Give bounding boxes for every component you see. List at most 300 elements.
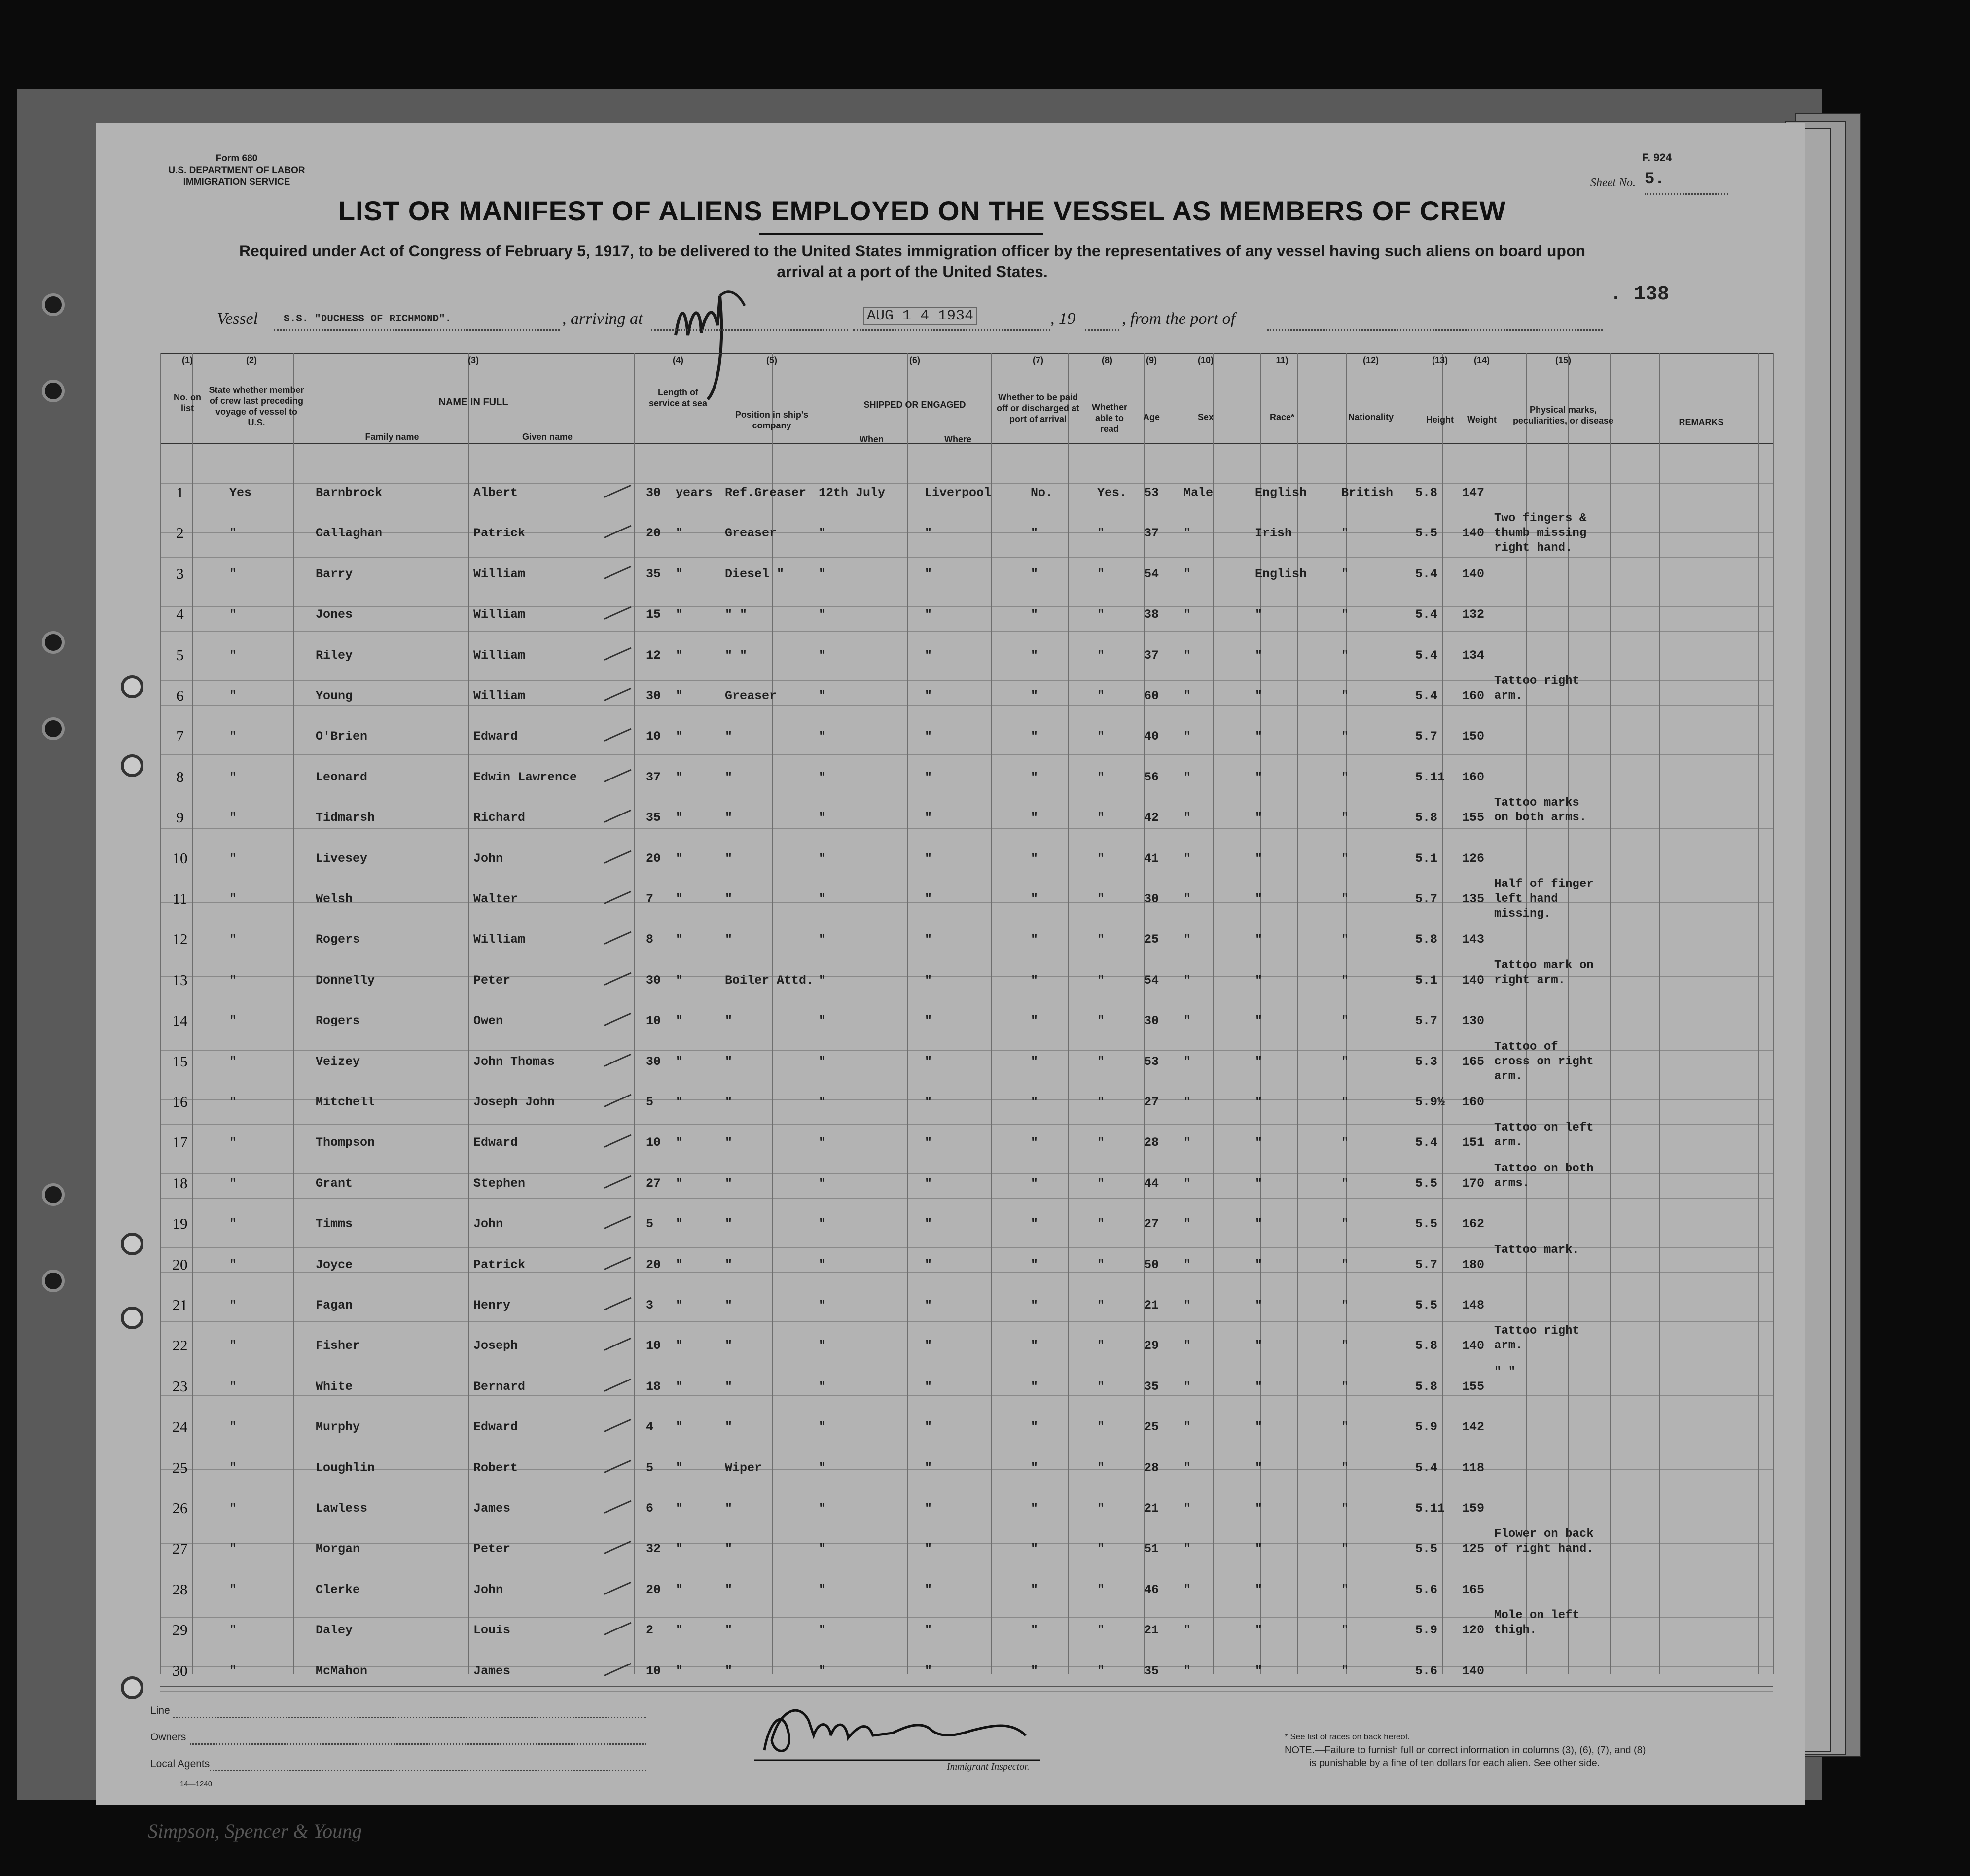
nationality-cell: " (1341, 1257, 1349, 1272)
line-field (173, 1717, 646, 1718)
prev-voyage-cell: " (229, 851, 237, 866)
age-cell: 29 (1144, 1339, 1159, 1353)
position-cell: " (725, 729, 733, 744)
row-number: 28 (172, 1580, 188, 1598)
paid-off-cell: " (1031, 1135, 1039, 1150)
able-to-read-cell: " (1097, 1623, 1105, 1638)
service-unit-cell: " (676, 526, 683, 541)
service-unit-cell: " (676, 1176, 683, 1191)
paid-off-cell: " (1031, 1420, 1039, 1435)
f-number: F. 924 (1642, 151, 1672, 164)
given-name-cell: Louis (473, 1623, 511, 1638)
col-num-1: (1) (182, 355, 193, 365)
row-number: 7 (176, 727, 184, 745)
shipped-where-cell: " (925, 1542, 932, 1557)
able-to-read-cell: " (1097, 607, 1105, 622)
height-cell: 5.5 (1415, 1176, 1438, 1191)
given-name-cell: Edwin Lawrence (473, 770, 577, 784)
col-header-no: No. on list (174, 392, 201, 413)
able-to-read-cell: " (1097, 811, 1105, 825)
col-header-height: Height (1426, 415, 1454, 425)
nationality-cell: " (1341, 1217, 1349, 1232)
shipped-where-cell: " (925, 1054, 932, 1069)
weight-cell: 126 (1462, 851, 1485, 866)
row-number: 2 (176, 524, 184, 542)
row-rule (160, 606, 1773, 607)
sex-cell: " (1183, 1095, 1191, 1109)
binder-hole (42, 1183, 65, 1206)
page-hole (121, 754, 143, 777)
row-number: 5 (176, 646, 184, 664)
prev-voyage-cell: " (229, 1420, 237, 1435)
shipped-where-cell: " (925, 1095, 932, 1109)
height-cell: 5.11 (1415, 1501, 1445, 1516)
physical-marks-cell: Mole on left thigh. (1494, 1609, 1579, 1637)
nationality-cell: " (1341, 607, 1349, 622)
row-number: 21 (172, 1296, 188, 1313)
fine-note-2: is punishable by a fine of ten dollars for each alien. See other side. (1309, 1758, 1600, 1769)
given-name-cell: Patrick (473, 1257, 526, 1272)
position-cell: " (725, 1014, 733, 1028)
age-cell: 51 (1144, 1542, 1159, 1557)
able-to-read-cell: " (1097, 1542, 1105, 1557)
age-cell: 35 (1144, 1664, 1159, 1678)
prev-voyage-cell: " (229, 1014, 237, 1028)
service-years-cell: 20 (646, 1582, 661, 1597)
shipped-when-cell: " (819, 1014, 826, 1028)
given-name-cell: Bernard (473, 1379, 526, 1394)
shipped-when-cell: " (819, 851, 826, 866)
position-cell: " (725, 1217, 733, 1232)
row-number: 17 (172, 1133, 188, 1151)
prev-voyage-cell: " (229, 607, 237, 622)
position-cell: Diesel " (725, 566, 785, 581)
height-cell: 5.8 (1415, 811, 1438, 825)
sex-cell: " (1183, 1623, 1191, 1638)
col-header-marks: Physical marks, peculiarities, or disease (1512, 405, 1614, 425)
sex-cell: Male (1183, 486, 1214, 500)
prev-voyage-cell: " (229, 648, 237, 663)
service-unit-cell: " (676, 566, 683, 581)
paid-off-cell: " (1031, 973, 1039, 988)
prev-voyage-cell: " (229, 1095, 237, 1109)
paid-off-cell: " (1031, 1379, 1039, 1394)
family-name-cell: Barnbrock (316, 486, 383, 500)
service-unit-cell: " (676, 1623, 683, 1638)
able-to-read-cell: " (1097, 932, 1105, 947)
shipped-where-cell: " (925, 932, 932, 947)
able-to-read-cell: " (1097, 851, 1105, 866)
family-name-cell: Riley (316, 648, 353, 663)
department: U.S. DEPARTMENT OF LABOR (168, 165, 305, 176)
height-cell: 5.7 (1415, 1014, 1438, 1028)
shipped-where-cell: " (925, 1135, 932, 1150)
service-unit-cell: years (676, 486, 713, 500)
height-cell: 5.8 (1415, 1379, 1438, 1394)
position-cell: " (725, 1420, 733, 1435)
prev-voyage-cell: " (229, 892, 237, 906)
shipped-when-cell: " (819, 729, 826, 744)
vessel-line (274, 329, 560, 331)
shipped-when-cell: " (819, 1054, 826, 1069)
age-cell: 41 (1144, 851, 1159, 866)
row-number: 22 (172, 1337, 188, 1354)
service-unit-cell: " (676, 1014, 683, 1028)
prev-voyage-cell: " (229, 1176, 237, 1191)
sex-cell: " (1183, 1460, 1191, 1475)
position-cell: Boiler Attd. (725, 973, 814, 988)
row-number: 23 (172, 1377, 188, 1395)
weight-cell: 130 (1462, 1014, 1485, 1028)
height-cell: 5.3 (1415, 1054, 1438, 1069)
row-number: 25 (172, 1458, 188, 1476)
race-cell: " (1255, 1014, 1263, 1028)
service-years-cell: 15 (646, 607, 661, 622)
column-rule (160, 353, 161, 1674)
sheet-number: 5. (1645, 170, 1665, 189)
subtitle (178, 241, 1647, 282)
prev-voyage-cell: " (229, 932, 237, 947)
column-rule (1144, 353, 1145, 1674)
col-header-position: Position in ship's company (735, 410, 809, 430)
col-header-where: Where (944, 434, 971, 444)
from-port-line (1267, 329, 1603, 331)
position-cell: " (725, 1623, 733, 1638)
age-cell: 42 (1144, 811, 1159, 825)
shipped-where-cell: " (925, 1582, 932, 1597)
shipped-when-cell: " (819, 1339, 826, 1353)
able-to-read-cell: " (1097, 1257, 1105, 1272)
col-num-2: (2) (246, 355, 257, 365)
able-to-read-cell: " (1097, 526, 1105, 541)
age-cell: 30 (1144, 1014, 1159, 1028)
race-cell: " (1255, 1135, 1263, 1150)
service-years-cell: 3 (646, 1298, 654, 1312)
given-name-cell: John Thomas (473, 1054, 555, 1069)
weight-cell: 148 (1462, 1298, 1485, 1312)
sex-cell: " (1183, 1298, 1191, 1312)
family-name-cell: Leonard (316, 770, 368, 784)
physical-marks-cell: " " (1494, 1365, 1516, 1379)
col-header-weight: Weight (1467, 415, 1497, 425)
sex-cell: " (1183, 1664, 1191, 1678)
age-cell: 40 (1144, 729, 1159, 744)
prev-voyage-cell: " (229, 1379, 237, 1394)
physical-marks-cell: Tattoo on both arms. (1494, 1162, 1594, 1190)
race-cell: " (1255, 607, 1263, 622)
race-cell: " (1255, 648, 1263, 663)
form-number: Form 680 (215, 153, 258, 164)
service-years-cell: 30 (646, 689, 661, 703)
weight-cell: 142 (1462, 1420, 1485, 1435)
position-cell: Ref.Greaser (725, 486, 807, 500)
able-to-read-cell: " (1097, 1135, 1105, 1150)
shipped-where-cell: " (925, 1339, 932, 1353)
column-rule (634, 353, 635, 1674)
prev-voyage-cell: " (229, 1582, 237, 1597)
date-stamp: AUG 1 4 1934 (863, 307, 977, 325)
shipped-when-cell: " (819, 648, 826, 663)
shipped-when-cell: " (819, 689, 826, 703)
position-cell: " " (725, 648, 748, 663)
shipped-when-cell: " (819, 1542, 826, 1557)
given-name-cell: John (473, 1217, 503, 1232)
column-rule (1758, 353, 1759, 1674)
paid-off-cell: " (1031, 689, 1039, 703)
race-cell: " (1255, 1460, 1263, 1475)
table-top-border (160, 353, 1773, 354)
family-name-cell: Rogers (316, 932, 360, 947)
age-cell: 60 (1144, 689, 1159, 703)
year-label: , 19 (1050, 310, 1075, 328)
service-years-cell: 10 (646, 1339, 661, 1353)
service-unit-cell: " (676, 851, 683, 866)
height-cell: 5.5 (1415, 526, 1438, 541)
service-unit-cell: " (676, 1379, 683, 1394)
service-unit-cell: " (676, 729, 683, 744)
prev-voyage-cell: " (229, 1542, 237, 1557)
prev-voyage-cell: " (229, 973, 237, 988)
given-name-cell: Joseph (473, 1339, 518, 1353)
nationality-cell: " (1341, 1460, 1349, 1475)
column-rule (1610, 353, 1611, 1674)
sex-cell: " (1183, 1420, 1191, 1435)
row-number: 11 (173, 890, 187, 907)
column-rule (1442, 353, 1443, 1674)
family-name-cell: Fagan (316, 1298, 353, 1312)
race-cell: " (1255, 1501, 1263, 1516)
col-header-remarks: REMARKS (1679, 417, 1724, 427)
service-unit-cell: " (676, 1095, 683, 1109)
race-cell: " (1255, 1664, 1263, 1678)
weight-cell: 135 (1462, 892, 1485, 906)
prev-voyage-cell: " (229, 1217, 237, 1232)
family-name-cell: Rogers (316, 1014, 360, 1028)
binder-hole (42, 380, 65, 402)
fine-note-1: NOTE.—Failure to furnish full or correct information in columns (3), (6), (7), and (8) (1285, 1745, 1646, 1756)
service-unit-cell: " (676, 1501, 683, 1516)
race-cell: " (1255, 811, 1263, 825)
height-cell: 5.5 (1415, 1217, 1438, 1232)
race-cell: " (1255, 973, 1263, 988)
row-rule (160, 1469, 1773, 1470)
list-number: . 138 (1610, 283, 1670, 306)
family-name-cell: Grant (316, 1176, 353, 1191)
row-rule (160, 754, 1773, 755)
position-cell: " (725, 1339, 733, 1353)
row-rule (160, 1395, 1773, 1396)
age-cell: 54 (1144, 973, 1159, 988)
nationality-cell: " (1341, 932, 1349, 947)
prev-voyage-cell: " (229, 1298, 237, 1312)
paid-off-cell: " (1031, 851, 1039, 866)
sex-cell: " (1183, 1542, 1191, 1557)
sex-cell: " (1183, 1582, 1191, 1597)
height-cell: 5.8 (1415, 932, 1438, 947)
arriving-label: , arriving at (562, 310, 643, 328)
weight-cell: 155 (1462, 811, 1485, 825)
shipped-where-cell: " (925, 1014, 932, 1028)
form-code: 14—1240 (180, 1780, 213, 1788)
given-name-cell: William (473, 932, 526, 947)
service-years-cell: 5 (646, 1095, 654, 1109)
col-num-12: (12) (1362, 355, 1379, 365)
able-to-read-cell: " (1097, 1379, 1105, 1394)
height-cell: 5.6 (1415, 1664, 1438, 1678)
physical-marks-cell: Two fingers & thumb missing right hand. (1494, 512, 1587, 555)
date-line (853, 329, 1050, 331)
height-cell: 5.4 (1415, 566, 1438, 581)
row-rule (160, 1666, 1773, 1667)
service-unit-cell: " (676, 1582, 683, 1597)
age-cell: 21 (1144, 1623, 1159, 1638)
height-cell: 5.8 (1415, 486, 1438, 500)
shipped-when-cell: " (819, 1217, 826, 1232)
column-rule (1297, 353, 1298, 1674)
prev-voyage-cell: Yes (229, 486, 252, 500)
line-label: Line (150, 1705, 170, 1716)
height-cell: 5.9½ (1415, 1095, 1445, 1109)
service-years-cell: 20 (646, 1257, 661, 1272)
col-header-nationality: Nationality (1348, 412, 1394, 422)
service-unit-cell: " (676, 648, 683, 663)
sex-cell: " (1183, 566, 1191, 581)
service-unit-cell: " (676, 1135, 683, 1150)
service-years-cell: 32 (646, 1542, 661, 1557)
service-years-cell: 20 (646, 851, 661, 866)
shipped-where-cell: " (925, 689, 932, 703)
subtitle-line-1: Required under Act of Congress of February 5, 1917, to be delivered to the United States immigration officer by the representatives of any vessel having such aliens on board upon (239, 242, 1586, 260)
race-cell: " (1255, 1339, 1263, 1353)
physical-marks-cell: Half of finger left hand missing. (1494, 878, 1594, 920)
age-cell: 21 (1144, 1298, 1159, 1312)
physical-marks-cell: Tattoo mark on right arm. (1494, 958, 1594, 987)
col-header-read: Whether able to read (1092, 402, 1127, 434)
sex-cell: " (1183, 973, 1191, 988)
page-title: LIST OR MANIFEST OF ALIENS EMPLOYED ON THE VESSEL AS MEMBERS OF CREW (338, 195, 1506, 226)
able-to-read-cell: " (1097, 689, 1105, 703)
shipped-where-cell: " (925, 892, 932, 906)
able-to-read-cell: " (1097, 973, 1105, 988)
position-cell: " " (725, 607, 748, 622)
prev-voyage-cell: " (229, 729, 237, 744)
row-rule (160, 483, 1773, 484)
service-years-cell: 35 (646, 811, 661, 825)
age-cell: 25 (1144, 932, 1159, 947)
row-number: 19 (172, 1215, 188, 1233)
service-years-cell: 5 (646, 1217, 654, 1232)
col-num-8: (8) (1102, 355, 1112, 365)
weight-cell: 162 (1462, 1217, 1485, 1232)
column-rule (1659, 353, 1660, 1674)
height-cell: 5.7 (1415, 892, 1438, 906)
paid-off-cell: " (1031, 1542, 1039, 1557)
row-number: 18 (172, 1174, 188, 1192)
paid-off-cell: " (1031, 1095, 1039, 1109)
service-unit-cell: " (676, 689, 683, 703)
prev-voyage-cell: " (229, 1664, 237, 1678)
shipped-when-cell: " (819, 770, 826, 784)
shipped-when-cell: " (819, 1460, 826, 1475)
prev-voyage-cell: " (229, 526, 237, 541)
shipped-when-cell: " (819, 1298, 826, 1312)
shipped-when-cell: " (819, 973, 826, 988)
family-name-cell: Welsh (316, 892, 353, 906)
age-cell: 37 (1144, 526, 1159, 541)
race-cell: " (1255, 851, 1263, 866)
shipped-where-cell: " (925, 1217, 932, 1232)
paid-off-cell: " (1031, 729, 1039, 744)
paid-off-cell: " (1031, 1501, 1039, 1516)
paid-off-cell: " (1031, 1054, 1039, 1069)
position-cell: " (725, 1135, 733, 1150)
shipped-where-cell: " (925, 1298, 932, 1312)
race-cell: " (1255, 1095, 1263, 1109)
service-years-cell: 8 (646, 932, 654, 947)
shipped-where-cell: " (925, 770, 932, 784)
race-cell: " (1255, 1542, 1263, 1557)
weight-cell: 170 (1462, 1176, 1485, 1191)
paid-off-cell: No. (1031, 486, 1053, 500)
sex-cell: " (1183, 811, 1191, 825)
service-unit-cell: " (676, 1664, 683, 1678)
sex-cell: " (1183, 770, 1191, 784)
able-to-read-cell: " (1097, 1298, 1105, 1312)
paid-off-cell: " (1031, 1176, 1039, 1191)
given-name-cell: William (473, 689, 526, 703)
service-unit-cell: " (676, 932, 683, 947)
position-cell: " (725, 932, 733, 947)
height-cell: 5.5 (1415, 1298, 1438, 1312)
col-header-name: NAME IN FULL (438, 397, 508, 408)
prev-voyage-cell: " (229, 689, 237, 703)
nationality-cell: " (1341, 770, 1349, 784)
given-name-cell: William (473, 566, 526, 581)
shipped-when-cell: " (819, 1623, 826, 1638)
service-years-cell: 7 (646, 892, 654, 906)
race-cell: English (1255, 486, 1307, 500)
position-cell: Greaser (725, 689, 777, 703)
col-header-service: Length of service at sea (648, 388, 708, 408)
page-hole (121, 1307, 143, 1329)
shipped-where-cell: " (925, 973, 932, 988)
row-number: 15 (172, 1052, 188, 1070)
race-cell: " (1255, 770, 1263, 784)
family-name-cell: Clerke (316, 1582, 360, 1597)
nationality-cell: " (1341, 1014, 1349, 1028)
sex-cell: " (1183, 689, 1191, 703)
height-cell: 5.1 (1415, 973, 1438, 988)
shipped-when-cell: " (819, 1664, 826, 1678)
row-number: 30 (172, 1662, 188, 1679)
service-years-cell: 35 (646, 566, 661, 581)
shipped-when-cell: " (819, 1420, 826, 1435)
row-number: 4 (176, 605, 184, 623)
handwritten-bottom-note: Simpson, Spencer & Young (148, 1820, 362, 1842)
prev-voyage-cell: " (229, 1135, 237, 1150)
weight-cell: 140 (1462, 566, 1485, 581)
col-num-11: 11) (1276, 355, 1289, 365)
inspector-label: Immigrant Inspector. (947, 1761, 1030, 1772)
col-num-5: (5) (766, 355, 777, 365)
paid-off-cell: " (1031, 770, 1039, 784)
service-years-cell: 2 (646, 1623, 654, 1638)
nationality-cell: " (1341, 1298, 1349, 1312)
column-rule (1260, 353, 1261, 1674)
prev-voyage-cell: " (229, 1339, 237, 1353)
race-cell: Irish (1255, 526, 1292, 541)
weight-cell: 151 (1462, 1135, 1485, 1150)
